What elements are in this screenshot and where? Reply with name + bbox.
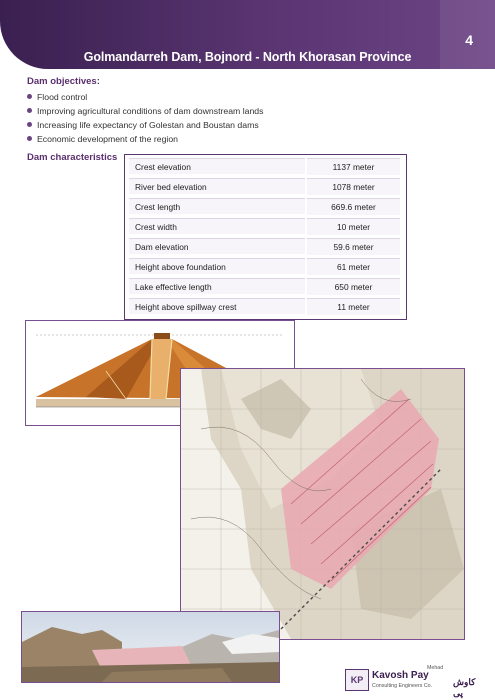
row-value: 59.6 meter [307,238,400,255]
site-map-drawing [181,369,464,639]
logo-qualifier: Mehad [427,665,444,671]
row-label: Lake effective length [129,278,305,294]
table-row [129,198,400,214]
objectives-list [27,90,263,146]
row-value: 11 meter [307,298,400,315]
row-label: Crest width [129,218,305,234]
table-row [129,238,400,254]
table-row [129,178,400,194]
row-label: Height above foundation [129,258,305,274]
list-item: Increasing life expectancy of Golestan and Boustan dams [27,118,263,132]
list-item: Improving agricultural conditions of dam downstream lands [27,104,263,118]
row-value: 61 meter [307,258,400,275]
list-item: Flood control [27,90,263,104]
landscape-photo [22,612,279,682]
table-row [129,218,400,234]
row-value: 650 meter [307,278,400,295]
row-value: 669.6 meter [307,198,400,215]
table-row [129,278,400,294]
row-label: Crest elevation [129,158,305,174]
row-value: 1137 meter [307,158,400,175]
characteristics-table [124,154,407,320]
dam-site-photo [21,611,280,683]
characteristics-heading: Dam characteristics [27,152,118,163]
logo-persian-name: کاوش پی [453,677,476,698]
row-value: 10 meter [307,218,400,235]
table-row [129,258,400,274]
row-label: Height above spillway crest [129,298,305,314]
logo-company-name: Kavosh Pay [372,670,429,681]
objectives-heading: Dam objectives: [27,76,100,87]
list-item: Economic development of the region [27,132,263,146]
reservoir-site-map [180,368,465,640]
page-number: 4 [465,32,473,48]
row-label: Crest length [129,198,305,214]
table-row [129,158,400,174]
page-title: Golmandarreh Dam, Bojnord - North Khorasan Province [83,50,412,64]
logo-subtitle: Consulting Engineers Co. [372,683,433,689]
row-label: Dam elevation [129,238,305,254]
company-logo [345,665,485,698]
row-label: River bed elevation [129,178,305,194]
logo-mark-icon: KP [345,669,369,691]
row-value: 1078 meter [307,178,400,195]
table-row [129,298,400,314]
